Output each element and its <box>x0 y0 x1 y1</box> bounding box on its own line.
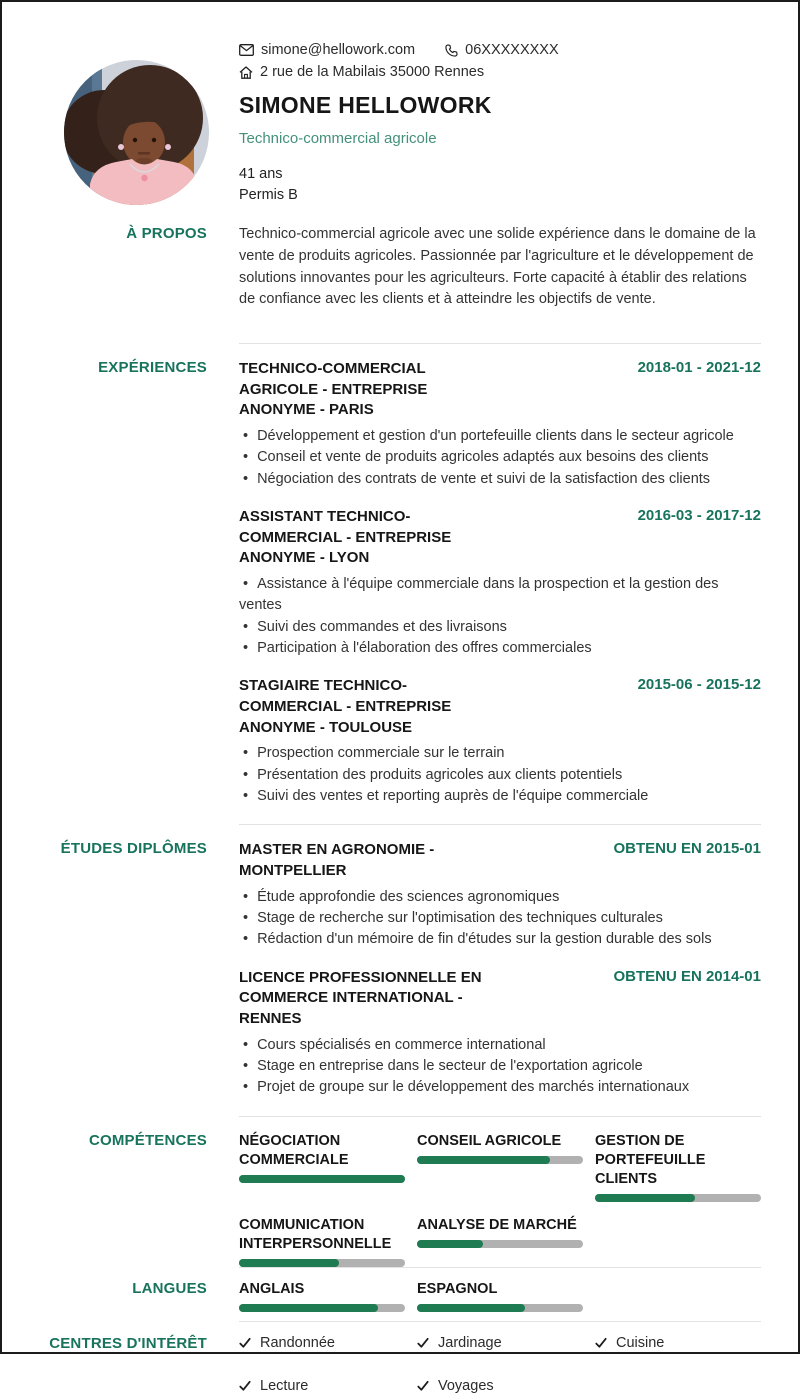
bullet-dot-icon: • <box>243 1058 249 1075</box>
skill-label: COMMUNICATION INTERPERSONNELLE <box>239 1217 392 1253</box>
experience-bullet-text: Suivi des commandes et des livraisons <box>257 618 507 635</box>
driving-license: Permis B <box>239 187 298 204</box>
section-skills <box>2 1116 798 1268</box>
bullet-dot-icon: • <box>243 640 249 657</box>
bullet-dot-icon: • <box>243 1079 249 1096</box>
bullet-dot-icon: • <box>243 449 249 466</box>
experience-bullet <box>239 447 761 468</box>
experience-bullet <box>239 574 761 617</box>
language-item <box>417 1280 583 1312</box>
interest-item <box>417 1335 583 1351</box>
skill-item <box>239 1216 405 1267</box>
avatar <box>64 60 209 205</box>
experience-entry <box>239 359 761 490</box>
bullet-dot-icon: • <box>243 745 249 762</box>
language-item <box>239 1280 405 1312</box>
skill-item <box>239 1132 405 1183</box>
section-label-interests: CENTRES D'INTÉRÊT <box>49 1335 207 1353</box>
bullet-dot-icon: • <box>243 428 249 445</box>
check-icon <box>595 1337 607 1349</box>
education-bullet <box>239 887 761 908</box>
language-bar-fill <box>417 1304 525 1312</box>
experience-bullet <box>239 426 761 447</box>
language-label: ANGLAIS <box>239 1281 305 1298</box>
interest-item <box>417 1378 583 1394</box>
skill-bar <box>239 1259 405 1267</box>
skill-label: NÉGOCIATION COMMERCIALE <box>239 1132 349 1168</box>
experience-bullet <box>239 469 761 490</box>
skill-bar-fill <box>595 1194 695 1202</box>
skill-label: ANALYSE DE MARCHÉ <box>417 1217 577 1234</box>
language-label: ESPAGNOL <box>417 1281 498 1298</box>
education-bullet-text: Cours spécialisés en commerce international <box>257 1036 546 1053</box>
skill-bar-fill <box>239 1175 405 1183</box>
experience-date: 2015-06 - 2015-12 <box>637 676 761 694</box>
bullet-dot-icon: • <box>243 470 249 487</box>
address-text: 2 rue de la Mabilais 35000 Rennes <box>260 64 485 80</box>
interest-item <box>595 1335 761 1351</box>
skill-bar-fill <box>239 1259 339 1267</box>
address <box>239 64 484 80</box>
job-title: Technico-commercial agricole <box>239 130 437 147</box>
experience-date: 2016-03 - 2017-12 <box>637 507 761 525</box>
skill-bar <box>239 1175 405 1183</box>
bullet-dot-icon: • <box>243 931 249 948</box>
check-icon <box>417 1337 429 1349</box>
section-label-skills: COMPÉTENCES <box>88 1131 207 1149</box>
interest-label: Voyages <box>438 1378 494 1394</box>
education-entry <box>239 968 761 1099</box>
candidate-name: SIMONE HELLOWORK <box>239 92 492 118</box>
education-entry <box>239 840 761 950</box>
section-label-languages: LANGUES <box>132 1280 207 1298</box>
interest-label: Cuisine <box>616 1335 665 1352</box>
section-languages <box>2 1267 798 1321</box>
education-bullet <box>239 1077 761 1098</box>
language-bar <box>417 1304 583 1312</box>
interest-label: Randonnée <box>260 1335 335 1352</box>
experience-bullet-text: Participation à l'élaboration des offres commerciales <box>257 640 592 657</box>
experience-bullet <box>239 786 761 807</box>
email-text: simone@hellowork.com <box>261 42 416 58</box>
section-label-experiences: EXPÉRIENCES <box>98 359 207 377</box>
education-date: OBTENU EN 2014-01 <box>613 967 761 985</box>
education-bullet <box>239 908 761 929</box>
skill-item <box>595 1132 761 1202</box>
interest-item <box>239 1335 405 1351</box>
education-title: MASTER EN AGRONOMIE - MONTPELLIER <box>239 841 435 880</box>
interest-label: Lecture <box>260 1378 309 1394</box>
experience-bullet-text: Assistance à l'équipe commerciale dans la prospection et la gestion des ventes <box>239 576 719 614</box>
experience-bullet-text: Présentation des produits agricoles aux clients potentiels <box>257 766 623 783</box>
education-bullet-text: Étude approfondie des sciences agronomiques <box>257 888 560 905</box>
contact-line-1 <box>239 42 761 58</box>
section-about <box>2 206 798 343</box>
interest-item <box>239 1378 405 1394</box>
language-bar-fill <box>239 1304 378 1312</box>
skill-bar <box>417 1240 583 1248</box>
phone-icon <box>445 44 458 57</box>
experience-bullet <box>239 765 761 786</box>
section-label-about: À PROPOS <box>126 225 207 243</box>
education-date: OBTENU EN 2015-01 <box>613 840 761 858</box>
about-text: Technico-commercial agricole avec une solide expérience dans le domaine de la vente de produits agricoles. Passionnée par l'agriculture et le développement de solutions innovantes pour les agriculteurs. Forte capacité à établir des relations de confiance avec les clients et à atteindre les objectifs de vente. <box>239 226 756 308</box>
education-bullet-text: Rédaction d'un mémoire de fin d'études sur la gestion durable des sols <box>257 931 712 948</box>
experience-bullet-text: Conseil et vente de produits agricoles adaptés aux besoins des clients <box>257 449 709 466</box>
skill-item <box>417 1132 583 1164</box>
mail-icon <box>239 44 254 56</box>
experience-bullet-text: Négociation des contrats de vente et suivi de la satisfaction des clients <box>257 470 711 487</box>
experience-bullet <box>239 638 761 659</box>
check-icon <box>239 1380 251 1392</box>
phone-text: 06XXXXXXXX <box>465 42 559 58</box>
bullet-dot-icon: • <box>243 910 249 927</box>
age: 41 ans <box>239 166 283 182</box>
skill-item <box>417 1216 583 1248</box>
language-bar <box>239 1304 405 1312</box>
check-icon <box>239 1337 251 1349</box>
skill-bar <box>595 1194 761 1202</box>
interest-label: Jardinage <box>438 1335 502 1352</box>
experience-entry <box>239 507 761 659</box>
section-interests <box>2 1321 798 1394</box>
skill-bar-fill <box>417 1240 483 1248</box>
skill-bar <box>417 1156 583 1164</box>
skill-bar-fill <box>417 1156 550 1164</box>
phone <box>445 42 559 58</box>
experience-date: 2018-01 - 2021-12 <box>637 359 761 377</box>
section-education <box>2 824 798 1115</box>
bullet-dot-icon: • <box>243 618 249 635</box>
education-title: LICENCE PROFESSIONNELLE EN COMMERCE INTERNATIONAL - RENNES <box>239 968 482 1028</box>
section-label-education: ÉTUDES DIPLÔMES <box>60 840 207 858</box>
experience-bullet <box>239 617 761 638</box>
education-bullet <box>239 1035 761 1056</box>
bullet-dot-icon: • <box>243 788 249 805</box>
bullet-dot-icon: • <box>243 766 249 783</box>
bullet-dot-icon: • <box>243 888 249 905</box>
experience-bullet-text: Suivi des ventes et reporting auprès de l'équipe commerciale <box>257 788 649 805</box>
education-bullet-text: Projet de groupe sur le développement des marchés internationaux <box>257 1079 690 1096</box>
check-icon <box>417 1380 429 1392</box>
experience-title: STAGIAIRE TECHNICO-COMMERCIAL - ENTREPRISE ANONYME - TOULOUSE <box>239 677 452 736</box>
bullet-dot-icon: • <box>243 1036 249 1053</box>
bullet-dot-icon: • <box>243 576 249 593</box>
experience-bullet-text: Développement et gestion d'un portefeuille clients dans le secteur agricole <box>257 428 734 445</box>
experience-bullet <box>239 743 761 764</box>
avatar-illustration <box>64 60 209 205</box>
education-bullet-text: Stage de recherche sur l'optimisation des techniques culturales <box>257 910 663 927</box>
skill-label: GESTION DE PORTEFEUILLE CLIENTS <box>595 1132 706 1187</box>
experience-entry <box>239 676 761 807</box>
home-icon <box>239 66 253 79</box>
education-bullet <box>239 929 761 950</box>
experience-bullet-text: Prospection commerciale sur le terrain <box>257 745 505 762</box>
contact-line-2 <box>239 64 761 80</box>
education-bullet-text: Stage en entreprise dans le secteur de l'exportation agricole <box>257 1058 643 1075</box>
education-bullet <box>239 1056 761 1077</box>
experience-title: ASSISTANT TECHNICO-COMMERCIAL - ENTREPRISE ANONYME - LYON <box>239 508 452 567</box>
email <box>239 42 415 58</box>
skill-label: CONSEIL AGRICOLE <box>417 1132 562 1149</box>
experience-title: TECHNICO-COMMERCIAL AGRICOLE - ENTREPRISE ANONYME - PARIS <box>239 360 428 419</box>
section-experiences <box>2 343 798 824</box>
